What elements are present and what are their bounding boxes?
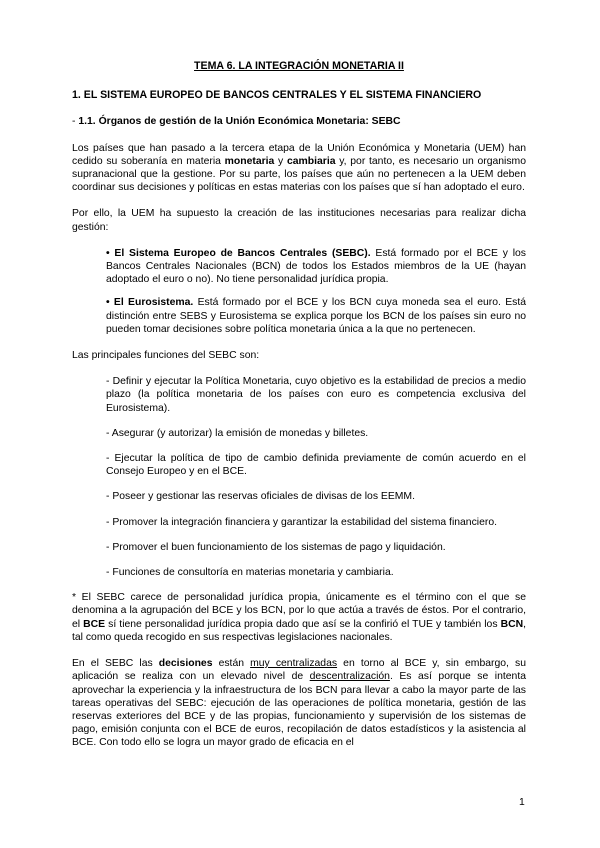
para1-text-3: y, por tanto, es necesario un organismo supranacional que la gestione. Por su parte, los países que aún no pertenecen a la UEM deben coordinar sus decisiones y políticas en estas materias con los países que sí han adoptado el euro. <box>72 155 526 194</box>
paragraph-intro <box>72 142 526 195</box>
para4-text-2: están <box>212 658 251 670</box>
para3-text-3: , tal como queda recogido en sus respectivas legislaciones nacionales. <box>72 618 526 643</box>
para4-text-1: En el SEBC las <box>72 658 159 670</box>
function-item: - Definir y ejecutar la Política Monetaria, cuyo objetivo es la estabilidad de precios a medio plazo (la política monetaria de los países con euro es competencia exclusiva del Eurosistema). <box>106 376 526 414</box>
para4-underline-descentralizacion: descentralización <box>309 671 390 683</box>
para4-underline-centralizadas: muy centralizadas <box>250 658 338 670</box>
list-item-eurosistema-title: • El Eurosistema. <box>106 297 194 309</box>
list-item-sebc <box>106 247 526 287</box>
list-item-eurosistema-text: Está formado por el BCE y los BCN cuya moneda sea el euro. Está distinción entre SEBS y Eurosistema se explica porque los BCN de los países sin euro no pueden tomar decisiones sobre política monetaria única a la que no pertenecen. <box>106 297 526 335</box>
subsection-heading-text: 1.1. Órganos de gestión de la Unión Económica Monetaria: SEBC <box>78 116 401 128</box>
para3-bold-bce: BCE <box>83 618 106 630</box>
subsection-prefix: - <box>72 116 79 128</box>
para3-text-2: sí tiene personalidad jurídica propia dado que así se la confirió el TUE y también los <box>105 618 501 630</box>
para1-bold-monetaria: monetaria <box>224 155 275 167</box>
function-item: - Promover el buen funcionamiento de los sistemas de pago y liquidación. <box>106 541 446 553</box>
paragraph-por-ello: Por ello, la UEM ha supuesto la creación de las instituciones necesarias para realizar dicha gestión: <box>72 208 526 233</box>
list-item-eurosistema <box>106 296 526 336</box>
para1-bold-cambiaria: cambiaria <box>286 155 336 167</box>
paragraph-decisiones <box>72 657 526 749</box>
functions-intro: Las principales funciones del SEBC son: <box>72 350 260 362</box>
para1-text-1: Los países que han pasado a la tercera etapa de la Unión Económica y Monetaria (UEM) han cedido su soberanía en materia <box>72 142 526 167</box>
list-item-sebc-title: • El Sistema Europeo de Bancos Centrales (SEBC). <box>106 247 371 259</box>
page-number: 1 <box>519 797 525 808</box>
function-item: - Asegurar (y autorizar) la emisión de monedas y billetes. <box>106 427 369 439</box>
function-item: - Funciones de consultoría en materias monetaria y cambiaria. <box>106 567 394 579</box>
section-heading: 1. EL SISTEMA EUROPEO DE BANCOS CENTRALES Y EL SISTEMA FINANCIERO <box>72 89 482 102</box>
para3-text-1: * El SEBC carece de personalidad jurídica propia, únicamente es el término con el que se denomina a la agrupación del BCE y los BCN, por lo que actúa a través de éstos. Por el contrario, el <box>72 592 526 630</box>
para1-text-2: y <box>274 155 287 167</box>
para4-text-4: . Es así porque se intenta aprovechar la experiencia y la infraestructura de los BCN para llevar a cabo la mayor parte de las tareas operativas del SEBC: ejecución de las operaciones de política monetaria, gestión de las reservas exteriores del BCE y de las propias, funcionamiento y supervisión de los sistemas de pago, emisión conjunta con el BCE de euros, recopilación de datos estadísticos y la asistencia al BCE. Con todo ello se logra un mayor grado de eficacia en el <box>72 671 526 749</box>
function-item: - Poseer y gestionar las reservas oficiales de divisas de los EEMM. <box>106 491 415 503</box>
list-item-sebc-text: Está formado por el BCE y los Bancos Centrales Nacionales (BCN) de todos los Estados miembros de la UE (hayan adoptado el euro o no). No tiene personalidad jurídica propia. <box>106 247 526 286</box>
para3-bold-bcn: BCN <box>500 618 524 630</box>
paragraph-note <box>72 591 526 644</box>
para4-bold-decisiones: decisiones <box>158 658 213 670</box>
page-content <box>72 60 526 750</box>
subsection-heading <box>72 115 526 128</box>
document-title: TEMA 6. LA INTEGRACIÓN MONETARIA II <box>194 60 404 72</box>
function-item: - Ejecutar la política de tipo de cambio definida previamente de común acuerdo en el Consejo Europeo y en el BCE. <box>106 453 526 478</box>
function-item: - Promover la integración financiera y garantizar la estabilidad del sistema financiero. <box>106 516 497 528</box>
para4-text-3: en torno al BCE y, sin embargo, su aplicación se realiza con un elevado nivel de <box>72 658 526 683</box>
